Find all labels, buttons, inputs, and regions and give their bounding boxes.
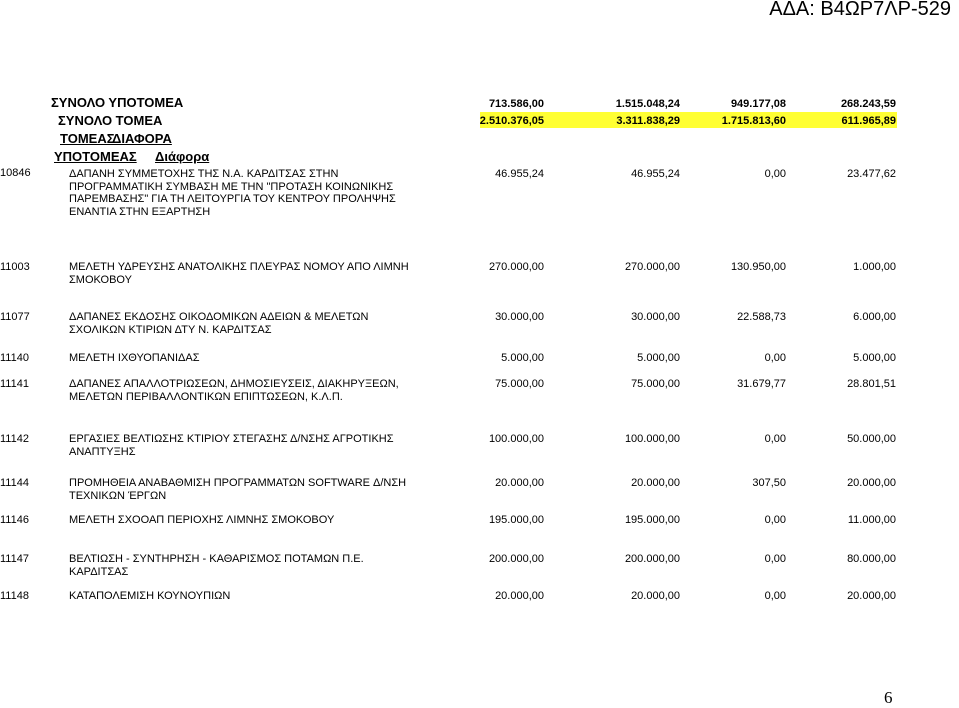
- row-value-4: 6.000,00: [853, 311, 896, 323]
- sector-value: ΔΙΑΦΟΡΑ: [112, 131, 172, 146]
- row-code: 11147: [0, 553, 29, 565]
- row-value-1: 20.000,00: [495, 590, 544, 602]
- row-value-4: 11.000,00: [847, 514, 896, 526]
- page-number: 6: [884, 688, 893, 707]
- row-value-2: 100.000,00: [624, 433, 680, 445]
- row-value-2: 46.955,24: [631, 168, 680, 180]
- row-description: ΔΑΠΑΝΕΣ ΕΚΔΟΣΗΣ ΟΙΚΟΔΟΜΙΚΩΝ ΑΔΕΙΩΝ & ΜΕΛΕΤΩΝ ΣΧΟΛΙΚΩΝ ΚΤΙΡΙΩΝ ΔΤΥ Ν. ΚΑΡΔΙΤΣΑΣ: [69, 311, 369, 336]
- row-description: ΔΑΠΑΝΗ ΣΥΜΜΕΤΟΧΗΣ ΤΗΣ Ν.Α. ΚΑΡΔΙΤΣΑΣ ΣΤΗΝ ΠΡΟΓΡΑΜΜΑΤΙΚΗ ΣΥΜΒΑΣΗ ΜΕ ΤΗΝ "ΠΡΟΤΑΣΗ ΚΟΙΝΩΝΙΚΗΣ ΠΑΡΕΜΒΑΣΗΣ" ΓΙΑ ΤΗ ΛΕΙΤΟΥΡΓΙΑ ΤΟΥ ΚΕΝΤΡΟΥ ΠΡΟΛΗΨΗΣ ΕΝΑΝΤΙΑ ΣΤΗΝ ΕΞΑΡΤΗΣΗ: [69, 168, 396, 218]
- row-description: ΜΕΛΕΤΗ ΙΧΘΥΟΠΑΝΙΔΑΣ: [69, 352, 200, 364]
- row-value-2: 20.000,00: [631, 590, 680, 602]
- row-value-4: 20.000,00: [847, 477, 896, 489]
- total-value-4: 611.965,89: [841, 115, 896, 127]
- subtotal-value-3: 949.177,08: [730, 98, 786, 110]
- row-code: 11148: [0, 590, 29, 602]
- row-code: 11142: [0, 433, 29, 445]
- row-value-1: 195.000,00: [488, 514, 544, 526]
- row-value-3: 0,00: [764, 553, 786, 565]
- row-description: ΜΕΛΕΤΗ ΥΔΡΕΥΣΗΣ ΑΝΑΤΟΛΙΚΗΣ ΠΛΕΥΡΑΣ ΝΟΜΟΥ ΑΠΟ ΛΙΜΝΗ ΣΜΟΚΟΒΟΥ: [69, 261, 409, 286]
- row-code: 11144: [0, 477, 29, 489]
- row-value-1: 200.000,00: [488, 553, 544, 565]
- row-value-4: 5.000,00: [853, 352, 896, 364]
- row-value-3: 31.679,77: [737, 378, 786, 390]
- row-value-1: 5.000,00: [501, 352, 544, 364]
- row-description: ΚΑΤΑΠΟΛΕΜΙΣΗ ΚΟΥΝΟΥΠΙΩΝ: [69, 590, 231, 602]
- row-value-1: 100.000,00: [488, 433, 544, 445]
- row-value-3: 307,50: [752, 477, 786, 489]
- row-value-3: 0,00: [764, 514, 786, 526]
- total-label: ΣΥΝΟΛΟ ΤΟΜΕΑ: [58, 113, 163, 128]
- row-value-4: 20.000,00: [847, 590, 896, 602]
- row-value-2: 195.000,00: [624, 514, 680, 526]
- row-value-3: 22.588,73: [737, 311, 786, 323]
- row-value-2: 30.000,00: [631, 311, 680, 323]
- row-value-4: 1.000,00: [853, 261, 896, 273]
- row-value-1: 270.000,00: [488, 261, 544, 273]
- row-description: ΜΕΛΕΤΗ ΣΧΟΟΑΠ ΠΕΡΙΟΧΗΣ ΛΙΜΝΗΣ ΣΜΟΚΟΒΟΥ: [69, 514, 335, 526]
- row-value-3: 0,00: [764, 590, 786, 602]
- ada-identifier: ΑΔΑ: Β4ΩΡ7ΛΡ-529: [769, 0, 951, 20]
- row-value-4: 23.477,62: [847, 168, 896, 180]
- row-value-2: 20.000,00: [631, 477, 680, 489]
- total-value-1: 2.510.376,05: [479, 115, 544, 127]
- row-value-3: 130.950,00: [730, 261, 786, 273]
- row-description: ΕΡΓΑΣΙΕΣ ΒΕΛΤΙΩΣΗΣ ΚΤΙΡΙΟΥ ΣΤΕΓΑΣΗΣ Δ/ΝΣΗΣ ΑΓΡΟΤΙΚΗΣ ΑΝΑΠΤΥΞΗΣ: [69, 433, 394, 458]
- row-value-4: 50.000,00: [847, 433, 896, 445]
- row-code: 11003: [0, 261, 30, 273]
- row-value-1: 75.000,00: [495, 378, 544, 390]
- row-value-1: 46.955,24: [495, 168, 544, 180]
- row-value-4: 28.801,51: [847, 378, 896, 390]
- row-value-3: 0,00: [764, 168, 786, 180]
- row-code: 11140: [0, 352, 29, 364]
- row-value-3: 0,00: [764, 433, 786, 445]
- row-value-1: 20.000,00: [495, 477, 544, 489]
- total-value-3: 1.715.813,60: [721, 115, 786, 127]
- total-value-2: 3.311.838,29: [616, 115, 680, 127]
- subtotal-label: ΣΥΝΟΛΟ ΥΠΟΤΟΜΕΑ: [51, 95, 184, 110]
- row-code: 11141: [0, 378, 29, 390]
- row-value-2: 75.000,00: [631, 378, 680, 390]
- row-value-2: 5.000,00: [637, 352, 680, 364]
- row-value-2: 200.000,00: [624, 553, 680, 565]
- row-value-2: 270.000,00: [624, 261, 680, 273]
- row-description: ΒΕΛΤΙΩΣΗ - ΣΥΝΤΗΡΗΣΗ - ΚΑΘΑΡΙΣΜΟΣ ΠΟΤΑΜΩΝ Π.Ε. ΚΑΡΔΙΤΣΑΣ: [69, 553, 364, 578]
- row-value-4: 80.000,00: [847, 553, 896, 565]
- row-value-1: 30.000,00: [495, 311, 544, 323]
- subsector-value: Διάφορα: [155, 149, 210, 164]
- row-description: ΔΑΠΑΝΕΣ ΑΠΑΛΛΟΤΡΙΩΣΕΩΝ, ΔΗΜΟΣΙΕΥΣΕΙΣ, ΔΙΑΚΗΡΥΞΕΩΝ, ΜΕΛΕΤΩΝ ΠΕΡΙΒΑΛΛΟΝΤΙΚΩΝ ΕΠΙΠΤΩΣΕΩΝ, Κ.Λ.Π.: [69, 378, 399, 403]
- row-value-3: 0,00: [764, 352, 786, 364]
- row-code: 11146: [0, 514, 29, 526]
- subtotal-value-4: 268.243,59: [840, 98, 896, 110]
- row-code: 11077: [0, 311, 30, 323]
- subtotal-value-1: 713.586,00: [488, 98, 544, 110]
- row-description: ΠΡΟΜΗΘΕΙΑ ΑΝΑΒΑΘΜΙΣΗ ΠΡΟΓΡΑΜΜΑΤΩΝ SOFTWARE Δ/ΝΣΗ ΤΕΧΝΙΚΩΝ ΈΡΓΩΝ: [69, 477, 407, 502]
- row-code: 10846: [0, 167, 31, 179]
- subsector-label: ΥΠΟΤΟΜΕΑΣ: [54, 149, 137, 164]
- sector-label: ΤΟΜΕΑΣ: [60, 131, 115, 146]
- subtotal-value-2: 1.515.048,24: [615, 98, 680, 110]
